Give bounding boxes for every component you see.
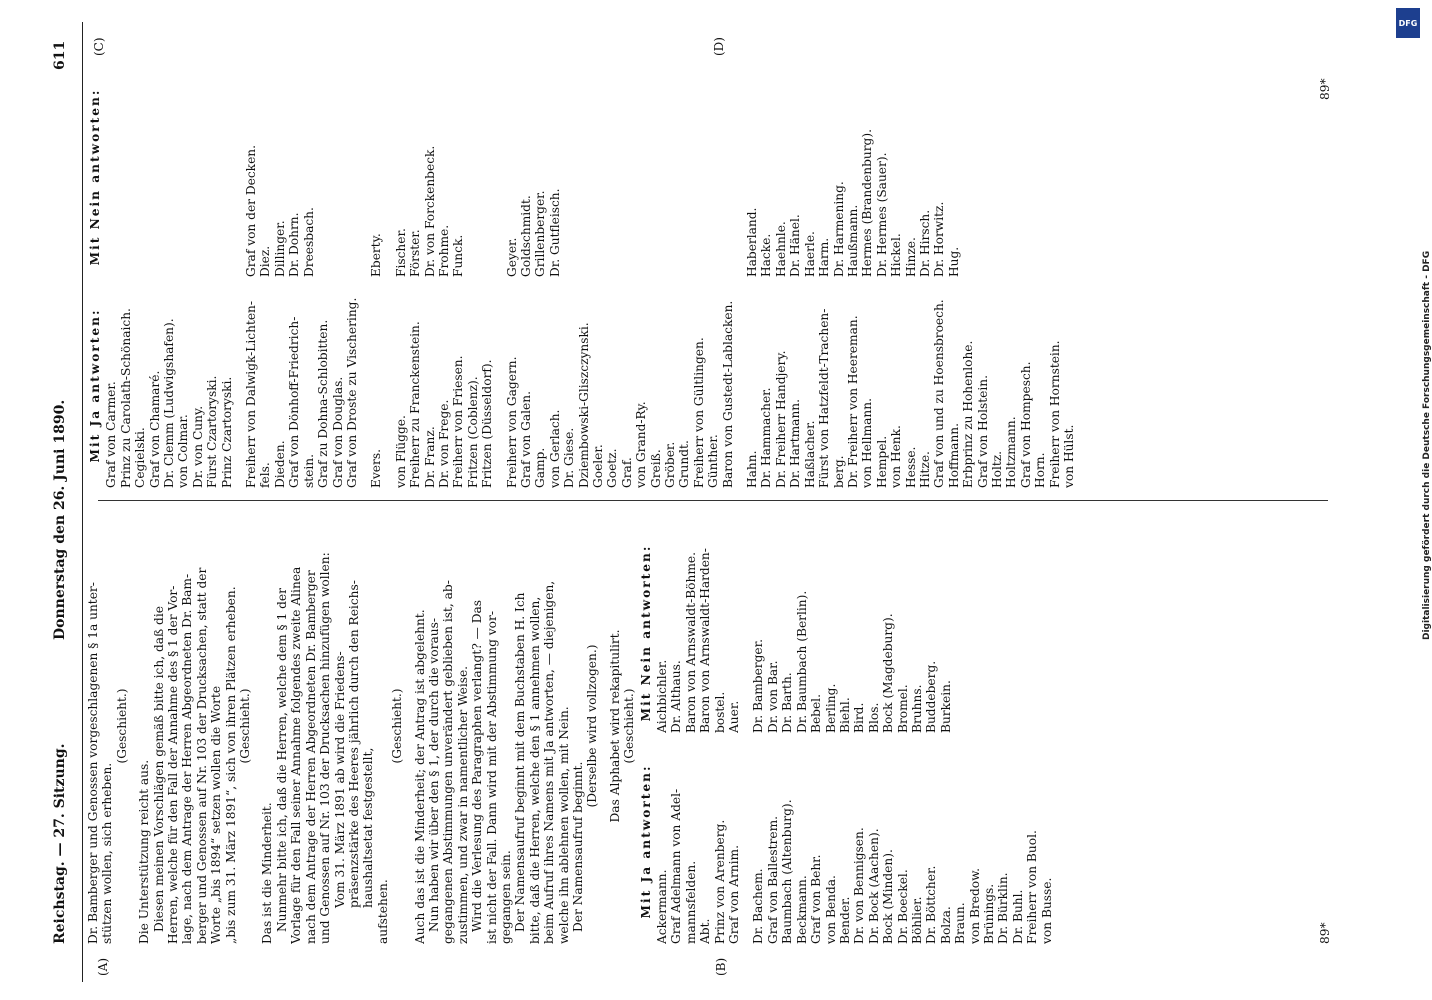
no-name: Dr. Bamberger.: [751, 639, 766, 733]
yes-name: Freiherr von Dalwigk-Lichten-: [244, 300, 259, 488]
no-name: Goldschmidt.: [518, 195, 533, 277]
vote-group-f: [394, 48, 495, 488]
body-line: und Genossen auf Nr. 103 der Drucksachen hinzufügen wollen:: [318, 552, 333, 944]
body-line: gegangenen Abstimmungen unverändert geblieben ist, ab-: [441, 580, 456, 944]
yes-name: Horn.: [1033, 452, 1048, 488]
yes-name: Hoffmann.: [946, 422, 961, 488]
yes-name: Bender.: [837, 896, 852, 944]
yes-name: Dr. Giese.: [562, 427, 577, 488]
body-line: „bis zum 31. März 1891“, sich von ihren Plätzen erheben.: [223, 586, 238, 944]
vote-group-b: [751, 508, 1054, 944]
yes-name: Graf von Droste zu Vischering.: [344, 297, 359, 488]
spacer: [735, 48, 743, 488]
left-column: [86, 508, 1326, 944]
yes-name-list: [505, 283, 736, 488]
body-line: aufstehen.: [375, 879, 390, 944]
no-name: Dillinger.: [272, 220, 287, 277]
yes-name: Dr. Bürklin.: [996, 872, 1011, 944]
no-name: Hickel.: [889, 233, 904, 277]
body-line: Wird die Verlesung des Paragraphen verlangt? — Das: [470, 600, 485, 932]
no-name: Bruhns.: [909, 684, 924, 733]
body-line: ist nicht der Fall. Dann wird mit der Abstimmung vor-: [484, 611, 499, 944]
no-name: Dr. von Bar.: [765, 660, 780, 733]
no-name: Hermes (Brandenburg).: [860, 129, 875, 277]
vote-group-c: [104, 48, 234, 488]
margin-letter-b: (B): [714, 957, 728, 976]
body-line: (Geschieht.): [114, 688, 129, 764]
yes-name: Beckmann.: [794, 875, 809, 944]
footer-signature-right: 89*: [1318, 78, 1332, 100]
spacer: [129, 508, 137, 944]
header-date: Donnerstag den 26. Juni 1890.: [52, 399, 68, 640]
yes-name: von Benda.: [823, 875, 838, 944]
yes-name: Graf von Holstein.: [975, 374, 990, 488]
body-line: nach dem Antrage der Herren Abgeordneten Dr. Bamberger: [303, 570, 318, 944]
body-line: zustimmen, und zwar in namentlicher Weise.: [455, 665, 470, 944]
margin-letter-a: (A): [96, 957, 110, 976]
body-line: Auch das ist die Minderheit; der Antrag ist abgelehnt.: [412, 609, 427, 944]
yes-name: Bock (Minden).: [881, 849, 896, 944]
no-name: Dr. Horwitz.: [932, 201, 947, 277]
yes-name: stein.: [301, 454, 316, 488]
no-name: Baron von Arnswaldt-Böhme.: [683, 552, 698, 733]
body-line: Das Alphabet wird rekapitulirt.: [607, 629, 622, 823]
yes-name: Goeler.: [591, 444, 605, 488]
yes-name: Grundt.: [677, 440, 692, 488]
body-line: Vorlage für den Fall seiner Annahme folgendes zweite Alinea: [289, 566, 304, 944]
yes-name: Freiherr von Hornstein.: [1047, 340, 1062, 488]
no-name: Auer.: [727, 700, 742, 733]
yes-name-list: [369, 283, 383, 488]
body-line: (Geschieht.): [622, 688, 637, 764]
yes-name: Graf zu Dohna-Schlobitten.: [316, 319, 331, 488]
margin-letter-d: (D): [712, 37, 726, 56]
spacer: [495, 48, 503, 488]
body-line: Nunmehr bitte ich, daß die Herren, welche dem § 1 der: [274, 588, 289, 932]
yes-name: Haßlacher.: [802, 420, 817, 488]
yes-name: Prinz von Arenberg.: [712, 819, 727, 944]
yes-name: Graf Adelmann von Adel-: [669, 788, 684, 944]
body-line: Vom 31. März 1891 ab wird die Friedens-: [332, 651, 347, 908]
no-name: Eberty.: [369, 233, 384, 277]
body-line: Diesen meinen Vorschlägen gemäß bitte ich, daß die: [151, 606, 166, 932]
body-line: welche ihn ablehnen wollen, mit Nein.: [556, 706, 571, 944]
no-name: Hacke.: [759, 233, 774, 277]
yes-name: Freiherr von Gagern.: [504, 356, 519, 488]
yes-name: von Grand-Ry.: [634, 401, 649, 488]
spacer: [384, 48, 392, 488]
no-name: Graf von der Decken.: [244, 144, 259, 277]
yes-name: von Bredow.: [967, 868, 982, 944]
yes-name: Graf von Galen.: [518, 391, 533, 488]
yes-name-list: [745, 283, 1076, 488]
yes-name: Dr. Boeckel.: [895, 869, 910, 944]
yes-name: Prinz Czartoryski.: [219, 376, 234, 488]
yes-name: Dr. von Frege.: [436, 399, 451, 488]
yes-name: Freiherr zu Franckenstein.: [408, 321, 423, 488]
yes-name: Dziembowski-Gliszczynski.: [576, 322, 591, 488]
yes-name: Dr. Freiherr Handjery.: [773, 350, 788, 488]
spacer: [252, 508, 260, 944]
spacer: [600, 508, 608, 944]
yes-name: Graf von Ballestrem.: [765, 815, 780, 944]
yes-name: Erbprinz zu Hohenlohe.: [961, 340, 976, 488]
no-name: Förster.: [408, 229, 423, 277]
yes-name: Evers.: [369, 449, 384, 488]
yes-name: Baumbach (Altenburg).: [780, 799, 795, 944]
body-line: Dr. Bamberger und Genossen vorgeschlagenen § 1a unter-: [86, 582, 100, 944]
no-name: Bock (Magdeburg).: [881, 613, 896, 733]
yes-name: Holtz.: [989, 450, 1004, 488]
no-name: Buddeberg.: [924, 660, 939, 733]
no-name-list: [751, 533, 1054, 733]
yes-name: von Colmar.: [176, 414, 191, 488]
no-name: Bird.: [852, 702, 867, 733]
yes-name: Brünings.: [981, 883, 996, 944]
yes-name: Dr. Hammacher.: [759, 387, 774, 488]
yes-name: fels.: [258, 462, 273, 488]
no-name: bostel.: [712, 691, 727, 733]
vote-group-e: [369, 48, 383, 488]
yes-name: berg.: [831, 455, 846, 488]
yes-name: Greiß.: [648, 449, 663, 488]
no-name: Fischer.: [393, 228, 408, 277]
running-header: [53, 0, 79, 1000]
column-divider: [98, 500, 1328, 501]
body-line: Worte „bis 1894“ setzen wollen die Worte: [209, 685, 224, 944]
yes-name: Böhlier.: [909, 896, 924, 944]
body-line: Der Namensaufruf beginnt mit dem Buchstaben H. Ich: [513, 592, 528, 932]
spacer: [405, 508, 413, 944]
no-name: Dr. Althaus.: [669, 660, 684, 733]
yes-name: Freiherr von Friesen.: [451, 355, 466, 488]
yes-name: von Flügge.: [393, 415, 408, 488]
yes-name: Holtzmann.: [1004, 416, 1019, 488]
no-name: Dr. Hirsch.: [917, 209, 932, 277]
yes-name: Graf von Arnim.: [727, 845, 742, 944]
yes-name: Hitze.: [917, 451, 932, 488]
yes-name: Graf.: [619, 457, 634, 488]
no-name: Grillenberger.: [533, 190, 548, 277]
header-page-number: 611: [52, 40, 68, 70]
no-name: Berling.: [823, 683, 838, 733]
yes-name: Graf von Chamaré.: [147, 370, 162, 488]
yes-name: Graf von Hompesch.: [1018, 361, 1033, 488]
no-name: Haberland.: [745, 207, 760, 277]
no-name: Burkein.: [938, 680, 953, 733]
yes-heading: Mit Ja antworten:: [638, 764, 653, 919]
yes-name: Fritzen (Coblenz).: [465, 376, 480, 488]
yes-name: Gröber.: [663, 441, 678, 488]
yes-name: Dr. Buhl.: [1010, 889, 1025, 944]
no-name: Bromel.: [895, 684, 910, 733]
yes-name: Freiherr von Buol.: [1025, 830, 1040, 944]
body-line: bitte, daß die Herren, welche den § 1 annehmen wollen,: [527, 596, 542, 944]
body-line: Der Namensaufruf beginnt.: [571, 761, 585, 932]
no-name: Dreesbach.: [301, 207, 316, 277]
no-name: Frohme.: [436, 224, 451, 277]
yes-name: Braun.: [953, 902, 968, 944]
no-name: Funck.: [451, 234, 466, 277]
yes-name: Baron von Gustedt-Lablacken.: [720, 300, 735, 488]
no-name: Dr. Gutfleisch.: [547, 188, 562, 277]
no-name: Diez.: [258, 245, 273, 277]
no-name-list: [394, 77, 495, 277]
yes-name: Hahn.: [745, 450, 760, 488]
yes-name: von Gerlach.: [547, 409, 562, 488]
body-line: (Derselbe wird vollzogen.): [585, 644, 600, 808]
margin-letter-c: (C): [92, 37, 106, 56]
yes-name: Dr. Bachem.: [751, 868, 766, 944]
vote-group-d: [244, 48, 359, 488]
no-name: Dr. Baumbach (Berlin).: [794, 590, 809, 733]
body-line: stützen wollen, sich erheben.: [100, 762, 115, 944]
dfg-sidebar: [1388, 0, 1432, 1000]
yes-name: Freiherr von Gültlingen.: [691, 337, 706, 488]
no-name: Baron von Arnswaldt-Harden-: [698, 548, 713, 733]
no-name-list: [244, 77, 359, 277]
body-line: Die Unterstützung reicht aus.: [137, 759, 152, 944]
yes-name: Cegielski.: [133, 427, 148, 488]
no-name-list: [745, 77, 1076, 277]
dfg-notice: Digitalisierung gefördert durch die Deutsche Forschungsgemeinschaft - DFG: [1422, 250, 1432, 640]
yes-name: von Hülst.: [1062, 424, 1076, 488]
yes-name-list: [751, 739, 1054, 944]
vote-group-h: [745, 48, 1076, 488]
yes-name: Fürst Czartoryski.: [205, 375, 220, 488]
vote-group-a: [655, 508, 741, 944]
no-name: Geyer.: [504, 237, 519, 277]
yes-name: von Hellmann.: [860, 398, 875, 488]
yes-name: Dr. von Bennigsen.: [852, 827, 867, 944]
no-name-list: [369, 77, 383, 277]
yes-name: Graf von Carmer.: [104, 381, 119, 488]
yes-name: Dr. Clemm (Ludwigshafen).: [162, 318, 177, 488]
no-name: Haehnle.: [773, 221, 788, 277]
no-name: Bebel.: [809, 694, 824, 733]
no-name: Dr. Hänel.: [788, 214, 803, 277]
no-name: Harm.: [817, 237, 832, 277]
yes-name: Dr. Freiherr von Heereman.: [845, 315, 860, 488]
yes-name: Günther.: [706, 434, 721, 488]
yes-name: Bolza.: [938, 906, 953, 944]
spacer: [234, 48, 242, 488]
no-name: Haerle.: [802, 231, 817, 277]
no-name-list: [655, 533, 741, 733]
yes-name: Graf von und zu Hoensbroech.: [932, 299, 947, 488]
header-rule: [82, 22, 83, 982]
spacer: [741, 508, 749, 944]
dfg-logo: DFG: [1396, 8, 1420, 38]
yes-name: Ackermann.: [655, 869, 670, 944]
no-name: Dr. Dohrn.: [287, 212, 302, 277]
yes-name-list: [104, 283, 234, 488]
yes-name: Abt.: [698, 918, 713, 944]
no-name: Aichbichler.: [655, 659, 670, 733]
no-name-list: [505, 77, 736, 277]
yes-name: Graf von Dönhoff-Friedrich-: [287, 316, 302, 488]
right-column: [86, 48, 1326, 488]
yes-name: Dieden.: [272, 440, 287, 488]
yes-name: von Busse.: [1039, 877, 1054, 944]
body-line: berger und Genossen auf Nr. 103 der Drucksachen, statt der: [194, 567, 209, 944]
yes-name: Prinz zu Carolath-Schönaich.: [118, 308, 133, 488]
no-heading: Mit Nein antworten:: [88, 88, 102, 266]
right-vote-titles: [88, 48, 102, 488]
yes-name: Hesse.: [903, 446, 918, 488]
yes-name: Dr. Hartmann.: [788, 398, 803, 488]
no-name: Hug.: [946, 246, 961, 277]
footer-signature-left: 89*: [1318, 922, 1332, 944]
yes-name: Dr. Bock (Aachen).: [866, 828, 881, 944]
body-line: (Geschieht.): [238, 688, 253, 764]
yes-name: Graf von Behr.: [809, 854, 824, 944]
left-vote-titles: [639, 508, 653, 944]
yes-name: Fürst von Hatzfeldt-Trachen-: [817, 308, 832, 488]
no-name: Haußmann.: [845, 204, 860, 277]
yes-name: Dr. von Cuny.: [190, 405, 205, 488]
yes-name-list: [244, 283, 359, 488]
body-line: Herren, welche für den Fall der Annahme des § 1 der Vor-: [166, 585, 181, 944]
yes-name: Dr. Franz.: [422, 426, 437, 488]
yes-heading: Mit Ja antworten:: [88, 308, 102, 463]
header-session: Reichstag. — 27. Sitzung.: [52, 743, 68, 944]
yes-name: Fritzen (Düsseldorf).: [480, 359, 495, 488]
vote-group-g: [505, 48, 736, 488]
no-name: Biehl.: [837, 697, 852, 733]
yes-name-list: [394, 283, 495, 488]
body-line: Nun haben wir über den § 1, der durch die voraus-: [426, 618, 441, 932]
no-name: Dr. Harmening.: [831, 181, 846, 277]
body-line: lage, nach dem Antrage der Herren Abgeordneten Dr. Bam-: [180, 573, 195, 944]
no-name: Blos.: [866, 702, 881, 733]
spacer: [359, 48, 367, 488]
yes-name: Hempel.: [874, 435, 889, 488]
yes-name: Gamp.: [533, 447, 548, 488]
body-line: Das ist die Minderheit.: [260, 802, 275, 944]
no-name: Hinze.: [903, 237, 918, 277]
yes-name: Goetz.: [605, 448, 620, 488]
no-name: Dr. von Forckenbeck.: [422, 145, 437, 277]
yes-name: mannsfelden.: [683, 860, 698, 944]
no-heading: Mit Nein antworten:: [638, 544, 653, 722]
body-line: präsenzstärke des Heeres jährlich durch den Reichs-: [346, 580, 361, 908]
body-line: beim Aufruf ihres Namens mit Ja antworten, — diejenigen,: [542, 580, 557, 944]
body-line: haushaltsetat festgestellt,: [361, 747, 376, 908]
yes-name: Graf von Douglas.: [330, 376, 345, 488]
yes-name: von Henk.: [889, 425, 904, 488]
yes-name-list: [655, 739, 741, 944]
no-name: Dr. Barth.: [780, 672, 795, 733]
body-line: gegangen sein.: [498, 850, 513, 944]
no-name: Dr. Hermes (Sauer).: [874, 152, 889, 277]
body-line: (Geschieht.): [390, 688, 405, 764]
yes-name: Dr. Böttcher.: [924, 865, 939, 944]
